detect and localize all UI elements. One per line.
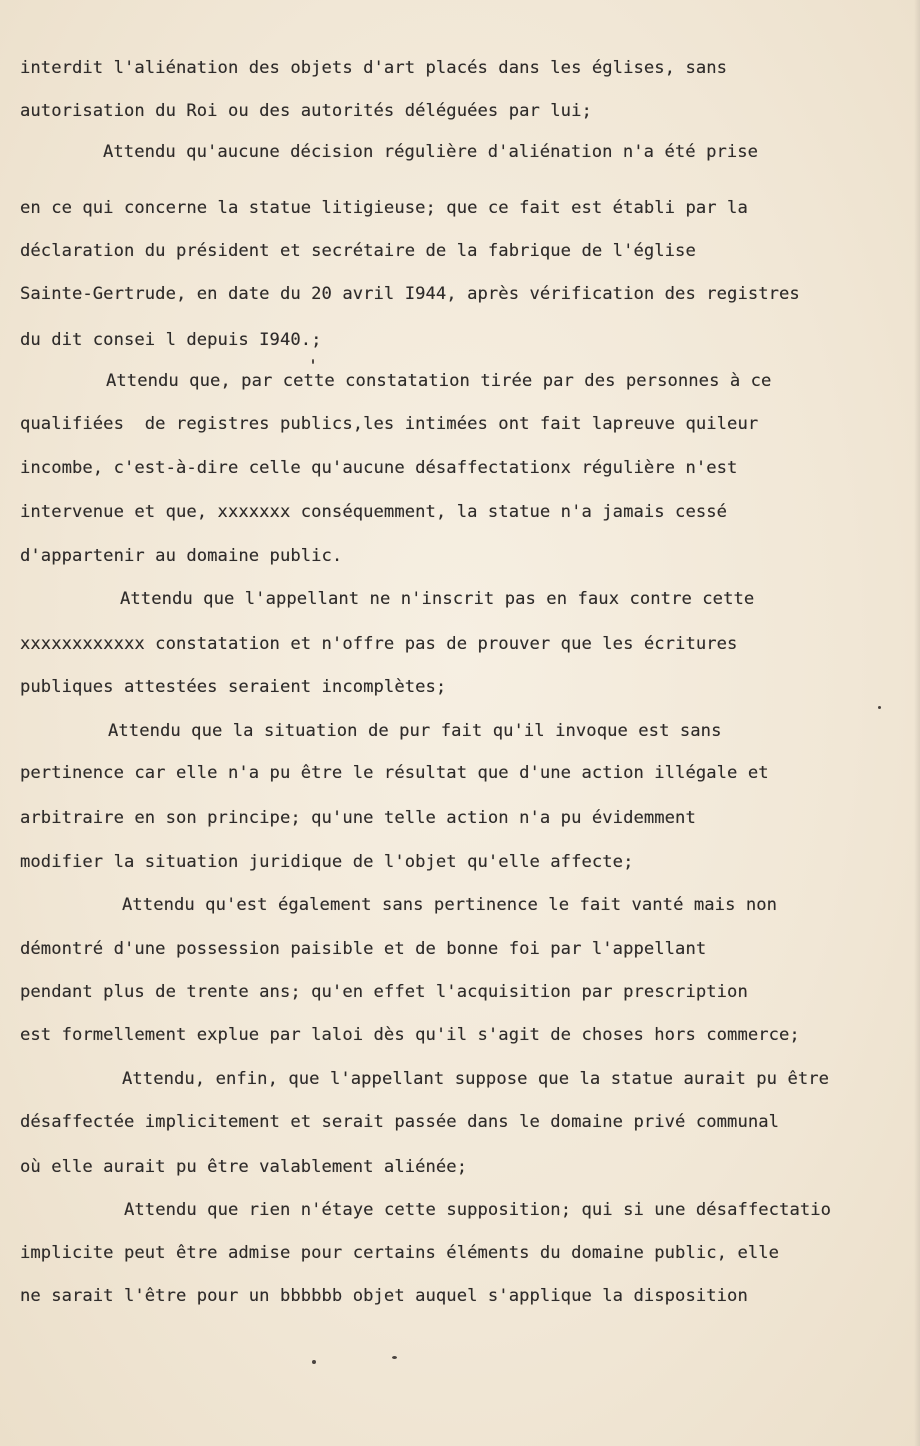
- text-line: Attendu que la situation de pur fait qu'il invoque est sans: [108, 721, 722, 741]
- text-line: intervenue et que, xxxxxxx conséquemment, la statue n'a jamais cessé: [20, 502, 728, 522]
- page-edge: [914, 0, 920, 1446]
- text-line: xxxxxxxxxxxx constatation et n'offre pas de prouver que les écritures: [20, 634, 738, 654]
- text-line: désaffectée implicitement et serait passée dans le domaine privé communal: [20, 1112, 780, 1132]
- text-line: où elle aurait pu être valablement aliénée;: [20, 1157, 468, 1177]
- text-line: Attendu qu'aucune décision régulière d'aliénation n'a été prise: [103, 142, 759, 162]
- text-line: déclaration du président et secrétaire de la fabrique de l'église: [20, 241, 696, 261]
- text-line: Attendu, enfin, que l'appellant suppose que la statue aurait pu être: [122, 1069, 830, 1089]
- text-line: Attendu que l'appellant ne n'inscrit pas en faux contre cette: [120, 589, 755, 609]
- text-line: qualifiées de registres publics,les intimées ont fait lapreuve quileur: [20, 414, 759, 434]
- ink-speck: [878, 706, 881, 709]
- text-line: du dit consei l depuis I940.;: [20, 330, 322, 350]
- text-line: arbitraire en son principe; qu'une telle action n'a pu évidemment: [20, 808, 696, 828]
- text-line: Sainte-Gertrude, en date du 20 avril I944, après vérification des registres: [20, 284, 800, 304]
- text-line: autorisation du Roi ou des autorités déléguées par lui;: [20, 101, 592, 121]
- text-line: est formellement explue par laloi dès qu'il s'agit de choses hors commerce;: [20, 1025, 800, 1045]
- text-line: interdit l'aliénation des objets d'art placés dans les églises, sans: [20, 58, 728, 78]
- text-line: incombe, c'est-à-dire celle qu'aucune désaffectationx régulière n'est: [20, 458, 738, 478]
- ink-speck: [392, 1356, 397, 1359]
- text-line: implicite peut être admise pour certains éléments du domaine public, elle: [20, 1243, 780, 1263]
- text-line: en ce qui concerne la statue litigieuse; que ce fait est établi par la: [20, 198, 748, 218]
- text-line: Attendu qu'est également sans pertinence le fait vanté mais non: [122, 895, 778, 915]
- text-line: d'appartenir au domaine public.: [20, 546, 343, 566]
- text-line: Attendu que, par cette constatation tirée par des personnes à ce: [106, 371, 772, 391]
- text-line: Attendu que rien n'étaye cette supposition; qui si une désaffectatio: [124, 1200, 832, 1220]
- text-line: pertinence car elle n'a pu être le résultat que d'une action illégale et: [20, 763, 769, 783]
- text-line: modifier la situation juridique de l'objet qu'elle affecte;: [20, 852, 634, 872]
- text-line: publiques attestées seraient incomplètes;: [20, 677, 447, 697]
- text-line: pendant plus de trente ans; qu'en effet l'acquisition par prescription: [20, 982, 748, 1002]
- ink-speck: [312, 1360, 316, 1364]
- ink-speck: [312, 359, 314, 364]
- text-line: démontré d'une possession paisible et de bonne foi par l'appellant: [20, 939, 707, 959]
- text-line: ne sarait l'être pour un bbbbbb objet auquel s'applique la disposition: [20, 1286, 748, 1306]
